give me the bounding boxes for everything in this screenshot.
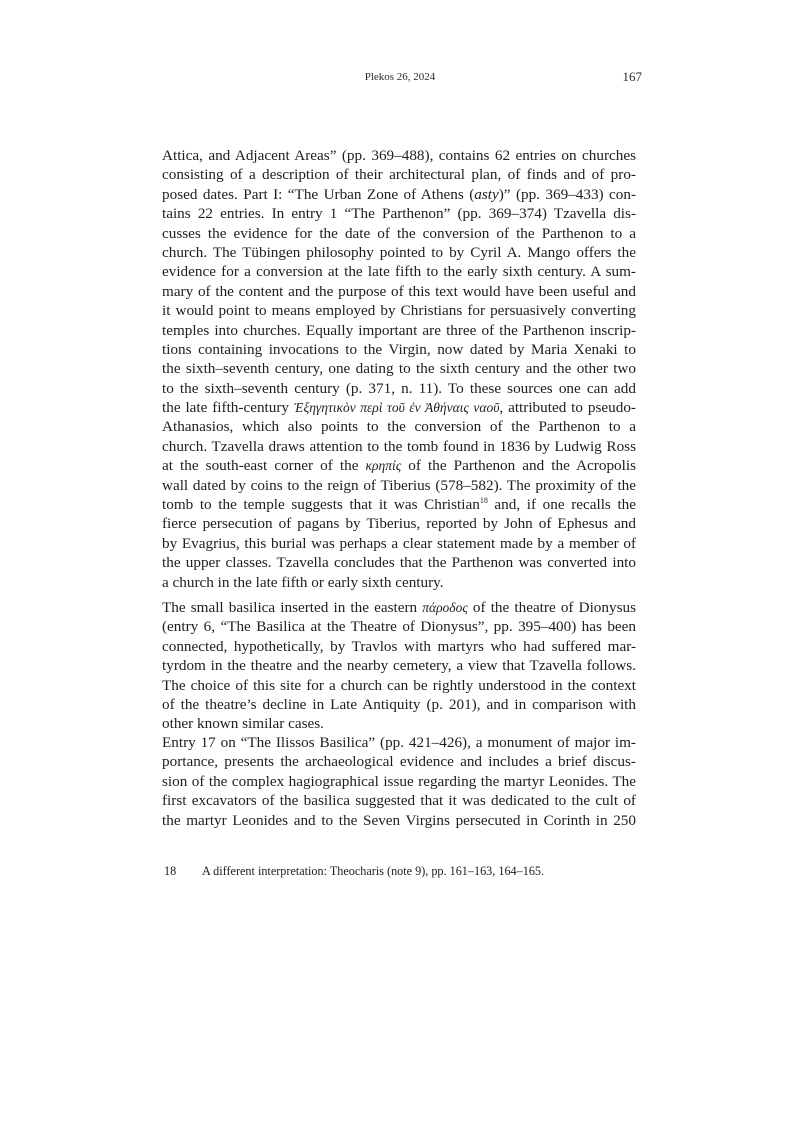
greek-title: Ἐξηγητικὸν περὶ τοῦ ἐν Ἀθήναις ναοῦ: [293, 400, 500, 416]
text-line: wall dated by coins to the reign of Tiberius (578–582). The proximity of the: [162, 476, 636, 494]
text-line: The small basilica inserted in the eastern πάροδος of the theatre of Dionysus: [162, 599, 636, 616]
text-line: Entry 17 on “The Ilissos Basilica” (pp. 421–426), a monument of major im-: [162, 734, 636, 751]
text-line: tains 22 entries. In entry 1 “The Parthenon” (pp. 369–374) Tzavella dis-: [162, 205, 636, 223]
footnote-number: 18: [164, 864, 177, 878]
footnote-text: A different interpretation: Theocharis (note 9), pp. 161–163, 164–165.: [202, 864, 545, 878]
text-line: of the theatre’s decline in Late Antiquity (p. 201), and in comparison with: [162, 695, 636, 713]
footnote-reference[interactable]: 18: [479, 496, 488, 506]
text-line: mary of the content and the purpose of this text would have been useful and: [162, 282, 636, 300]
greek-term: κρηπίς: [365, 458, 402, 474]
greek-term: πάροδος: [422, 600, 468, 615]
text-line: Athanasios, which also points to the conversion of the Parthenon to a: [162, 418, 636, 436]
text-line: it would point to means employed by Christians for persuasively converting: [162, 302, 636, 320]
text-line: the martyr Leonides and to the Seven Virgins persecuted in Corinth in 250: [162, 811, 636, 829]
text-line: by Evagrius, this burial was perhaps a clear statement made by a member of: [162, 534, 636, 552]
text-line: posed dates. Part I: “The Urban Zone of Athens (asty)” (pp. 369–433) con-: [162, 185, 636, 203]
text-line: church. The Tübingen philosophy pointed to by Cyril A. Mango offers the: [162, 243, 636, 261]
text-line: Attica, and Adjacent Areas” (pp. 369–488), contains 62 entries on churches: [162, 147, 636, 164]
text-line: tomb to the temple suggests that it was Christian$^{18}$ and, if one recalls the: [162, 496, 636, 514]
text-line: cusses the evidence for the date of the conversion of the Parthenon to a: [162, 224, 636, 242]
text-line: fierce persecution of pagans by Tiberius, reported by John of Ephesus and: [162, 515, 636, 533]
text-line: to the sixth–seventh century (p. 371, n. 11). To these sources one can add: [162, 379, 636, 397]
text-line: (entry 6, “The Basilica at the Theatre of Dionysus”, pp. 395–400) has been: [162, 618, 636, 636]
footnote-18: [164, 864, 644, 879]
text-line: portance, presents the archaeological evidence and includes a brief discus-: [162, 753, 636, 771]
text-line: tyrdom in the theatre and the nearby cemetery, a view that Tzavella follows.: [162, 657, 636, 675]
text-line: temples into churches. Equally important are three of the Parthenon inscrip-: [162, 321, 636, 339]
text-line: church. Tzavella draws attention to the tomb found in 1836 by Ludwig Ross: [162, 437, 636, 455]
text-line: the late fifth-century Ἐξηγητικὸν περὶ τοῦ ἐν Ἀθήναις ναοῦ, attributed to pseudo-: [162, 399, 636, 417]
text-line: consisting of a description of their architectural plan, of finds and of pro-: [162, 166, 636, 184]
text-line: The choice of this site for a church can be rightly understood in the context: [162, 676, 636, 694]
text-line: connected, hypothetically, by Travlos with martyrs who had suffered mar-: [162, 637, 636, 655]
paragraph-3: [162, 733, 636, 830]
page-number: 167: [622, 69, 642, 84]
text-line: first excavators of the basilica suggested that it was dedicated to the cult of: [162, 792, 636, 810]
italic-term: asty: [474, 185, 499, 203]
paragraph-2: [162, 598, 636, 734]
text-line: sion of the complex hagiographical issue regarding the martyr Leonides. The: [162, 772, 636, 790]
running-head: Plekos 26, 2024: [364, 71, 436, 83]
text-line: a church in the late fifth or early sixth century.: [162, 573, 444, 591]
paragraph-1: [162, 146, 636, 592]
text-line: the upper classes. Tzavella concludes that the Parthenon was converted into: [162, 554, 636, 572]
text-line: other known similar cases.: [162, 715, 324, 733]
text-line: tions containing invocations to the Virgin, now dated by Maria Xenaki to: [162, 340, 636, 358]
text-line: the sixth–seventh century, one dating to the sixth century and the other two: [162, 360, 636, 378]
text-line: evidence for a conversion at the late fifth to the early sixth century. A sum-: [162, 263, 636, 281]
text-line: at the south-east corner of the κρηπίς of the Parthenon and the Acropolis: [162, 457, 636, 475]
